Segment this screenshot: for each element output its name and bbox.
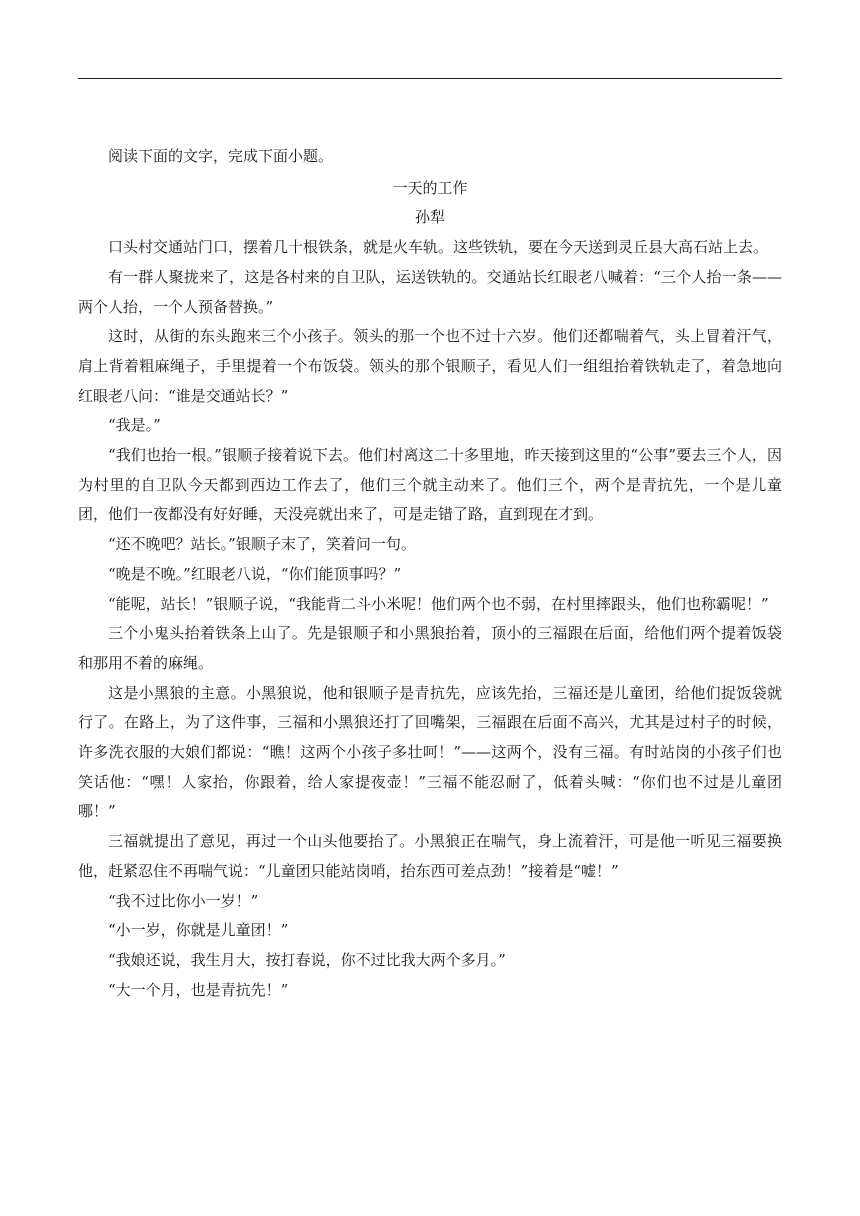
paragraph: “还不晚吧？站长。”银顺子末了，笑着问一句。 (108, 535, 416, 554)
paragraph: 三个小鬼头抬着铁条上山了。先是银顺子和小黑狼抬着，顶小的三福跟在后面，给他们两个提着饭袋和那用不着的麻绳。 (78, 624, 782, 672)
article-author: 孙犁 (414, 208, 445, 227)
paragraph: 这是小黑狼的主意。小黑狼说，他和银顺子是青抗先，应该先抬，三福还是儿童团，给他们捉饭袋就行了。在路上，为了这件事，三福和小黑狼还打了回嘴架，三福跟在后面不高兴，尤其是过村子的时候，许多洗衣服的大娘们都说：“瞧！这两个小孩子多壮呵！”——这两个，没有三福。有时站岗的小孩子们也笑话他：“嘿！人家抬，你跟着，给人家提夜壶！”三福不能忍耐了，低着头喊：“你们也不过是儿童团哪！” (78, 683, 782, 821)
paragraph: 这时，从街的东头跑来三个小孩子。领头的那一个也不过十六岁。他们还都喘着气，头上冒着汗气，肩上背着粗麻绳子，手里提着一个布饭袋。领头的那个银顺子，看见人们一组组抬着铁轨走了，着急地向红眼老八问：“谁是交通站长？” (78, 327, 782, 405)
paragraph: 三福就提出了意见，再过一个山头他要抬了。小黑狼正在喘气，身上流着汗，可是他一听见三福要换他，赶紧忍住不再喘气说：“儿童团只能站岗哨，抬东西可差点劲！”接着是“嘘！” (78, 832, 782, 880)
paragraph: 口头村交通站门口，摆着几十根铁条，就是火车轨。这些铁轨，要在今天送到灵丘县大高石站上去。 (108, 238, 769, 257)
header-rule (78, 78, 782, 79)
paragraph: “我娘还说，我生月大，按打春说，你不过比我大两个多月。” (108, 950, 506, 969)
instruction: 阅读下面的文字，完成下面小题。 (108, 147, 334, 165)
article-title: 一天的工作 (392, 178, 468, 197)
paragraph: “小一岁，你就是儿童团！” (108, 921, 289, 940)
paragraph: “能呢，站长！”银顺子说，“我能背二斗小米呢！他们两个也不弱，在村里摔跟头，他们也称霸呢！” (108, 594, 769, 613)
paragraph: “晚是不晚。”红眼老八说，“你们能顶事吗？” (108, 564, 402, 583)
paragraph: “大一个月，也是青抗先！” (108, 980, 289, 999)
paragraph: “我不过比你小一岁！” (108, 891, 259, 910)
document-body (78, 142, 782, 1005)
paragraph: “我是。” (108, 416, 161, 435)
paragraph: 有一群人聚拢来了，这是各村来的自卫队，运送铁轨的。交通站长红眼老八喊着：“三个人抬一条——两个人抬，一个人预备替换。” (78, 267, 782, 316)
paragraph: “我们也抬一根。”银顺子接着说下去。他们村离这二十多里地，昨天接到这里的“公事”要去三个人，因为村里的自卫队今天都到西边工作去了，他们三个就主动来了。他们三个，两个是青抗先，一个是儿童团，他们一夜都没有好好睡，天没亮就出来了，可是走错了路，直到现在才到。 (78, 446, 782, 524)
